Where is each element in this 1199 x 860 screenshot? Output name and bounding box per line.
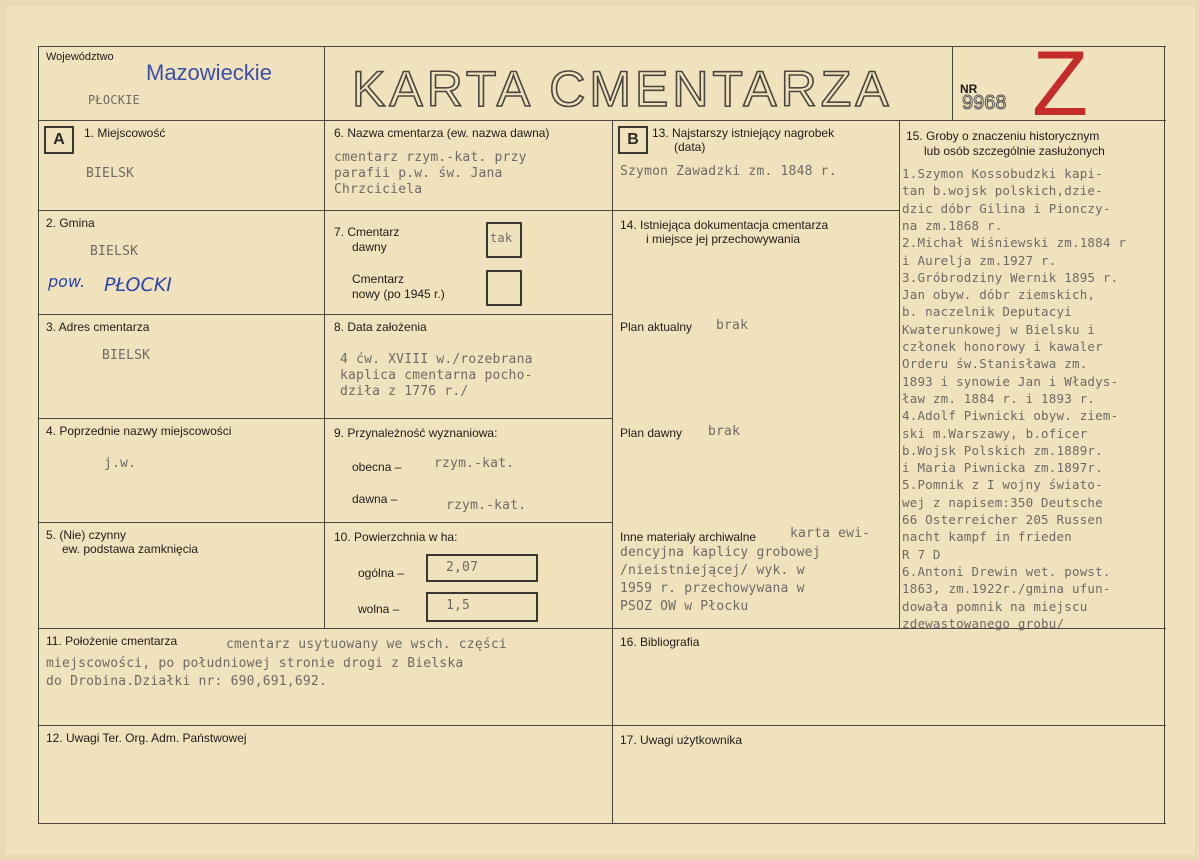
- field-17-label: 17. Uwagi użytkownika: [620, 733, 743, 747]
- historic-grave-line: R 7 D: [902, 546, 941, 562]
- field-7-nowy-sublabel: nowy (po 1945 r.): [352, 287, 445, 301]
- field-10-wolna-value: 1,5: [446, 598, 471, 613]
- historic-grave-line: 5.Pomnik z I wojny świato-: [902, 477, 1103, 493]
- field-15-label: 15. Groby o znaczeniu historycznym: [906, 129, 1100, 143]
- field-1-label: 1. Miejscowość: [84, 126, 166, 140]
- field-7-dawny-label: dawny: [352, 240, 387, 254]
- historic-grave-line: i Maria Piwnicka zm.1897r.: [902, 460, 1103, 476]
- inne-materialy-line-4: PSOZ OW w Płocku: [620, 599, 749, 614]
- field-16-label: 16. Bibliografia: [620, 635, 700, 649]
- field-14-label: 14. Istniejąca dokumentacja cmentarza: [620, 218, 829, 232]
- plan-aktualny-label: Plan aktualny: [620, 320, 693, 334]
- section-a-marker: A: [44, 126, 74, 154]
- field-2-value: BIELSK: [90, 244, 139, 259]
- field-6-line-1: cmentarz rzym.-kat. przy: [334, 150, 527, 165]
- historic-grave-line: 1893 i synowie Jan i Władys-: [902, 373, 1119, 389]
- field-3-label: 3. Adres cmentarza: [46, 320, 150, 334]
- historic-grave-line: Orderu św.Stanisława zm.: [902, 356, 1088, 372]
- inne-materialy-line-1: dencyjna kaplicy grobowej: [620, 545, 821, 560]
- historic-grave-line: 3.Gróbrodziny Wernik 1895 r.: [902, 269, 1119, 285]
- historic-grave-line: dowała pomnik na miejscu: [902, 598, 1088, 614]
- field-11-line-1: cmentarz usytuowany we wsch. części: [226, 637, 507, 652]
- inne-materialy-line-2: /nieistniejącej/ wyk. w: [620, 563, 805, 578]
- historic-grave-line: 66 Osterreicher 205 Russen: [902, 512, 1103, 527]
- field-6-label: 6. Nazwa cmentarza (ew. nazwa dawna): [334, 126, 550, 140]
- historic-grave-line: ski m.Warszawy, b.oficer: [902, 425, 1088, 441]
- inne-materialy-first: karta ewi-: [790, 526, 871, 541]
- historic-grave-line: 1.Szymon Kossobudzki kapi-: [902, 166, 1103, 181]
- nr-value: 9968: [962, 92, 1007, 114]
- field-2-label: 2. Gmina: [46, 216, 95, 230]
- field-8-line-1: 4 ćw. XVIII w./rozebrana: [340, 352, 533, 367]
- field-14-sublabel: i miejsce jej przechowywania: [646, 232, 801, 246]
- field-10-ogolna-box: [426, 554, 538, 582]
- wojewodztwo-label: Województwo: [46, 51, 114, 63]
- field-13-label: 13. Najstarszy istniejący nagrobek: [652, 126, 835, 140]
- field-10-ogolna-label: ogólna –: [358, 566, 405, 580]
- field-5-sublabel: ew. podstawa zamknięcia: [62, 542, 199, 556]
- plan-dawny-value: brak: [708, 424, 741, 439]
- field-11-line-3: do Drobina.Działki nr: 690,691,692.: [46, 674, 327, 689]
- card-title: KARTA CMENTARZA: [352, 61, 893, 117]
- checkbox-nowy: [486, 270, 522, 306]
- field-5-label: 5. (Nie) czynny: [46, 528, 127, 542]
- field-11-label: 11. Położenie cmentarza: [46, 634, 178, 648]
- field-10-wolna-label: wolna –: [358, 602, 400, 616]
- field-10-label: 10. Powierzchnia w ha:: [334, 530, 458, 544]
- field-11-line-2: miejscowości, po południowej stronie drogi z Bielska: [46, 656, 464, 671]
- historic-grave-line: na zm.1868 r.: [902, 217, 1003, 233]
- historic-grave-line: wej z napisem:350 Deutsche: [902, 494, 1103, 510]
- field-13-sublabel: (data): [674, 140, 706, 154]
- field-10-ogolna-value: 2,07: [446, 560, 479, 575]
- field-8-line-3: dziła z 1776 r./: [340, 384, 469, 399]
- stamp-letter-z: Z: [1032, 33, 1089, 135]
- historic-grave-line: Kwaterunkowej w Bielsku i: [902, 321, 1096, 337]
- inne-materialy-label: Inne materiały archiwalne: [620, 530, 757, 544]
- field-15-sublabel: lub osób szczególnie zasłużonych: [924, 144, 1105, 158]
- field-4-label: 4. Poprzednie nazwy miejscowości: [46, 424, 232, 438]
- wojewodztwo-value: Mazowieckie: [146, 60, 272, 85]
- historic-grave-line: b.Wojsk Polskich zm.1889r.: [902, 442, 1103, 458]
- historic-grave-line: i Aurelja zm.1927 r.: [902, 252, 1057, 268]
- historic-grave-line: zdewastowanego grobu/: [902, 615, 1065, 631]
- field-7-label: 7. Cmentarz: [334, 225, 400, 239]
- plan-aktualny-value: brak: [716, 318, 749, 333]
- field-9-label: 9. Przynależność wyznaniowa:: [334, 426, 498, 440]
- historic-grave-line: 1863, zm.1922r./gmina ufun-: [902, 581, 1111, 597]
- field-12-label: 12. Uwagi Ter. Org. Adm. Państwowej: [46, 731, 247, 745]
- field-4-value: j.w.: [104, 456, 137, 471]
- field-7-nowy-label: Cmentarz: [352, 272, 405, 286]
- field-1-value: BIELSK: [86, 166, 135, 181]
- historic-grave-line: 4.Adolf Piwnicki obyw. ziem-: [902, 408, 1119, 424]
- field-9-obecna-label: obecna –: [352, 460, 402, 474]
- field-6-line-3: Chrzciciela: [334, 182, 423, 197]
- powiat-value: PŁOCKI: [104, 274, 172, 296]
- field-10-wolna-box: [426, 592, 538, 622]
- plan-dawny-label: Plan dawny: [620, 426, 683, 440]
- historic-grave-line: ław zm. 1884 r. i 1893 r.: [902, 390, 1096, 406]
- historic-grave-line: 2.Michał Wiśniewski zm.1884 r: [902, 235, 1127, 251]
- field-8-line-2: kaplica cmentarna pocho-: [340, 368, 533, 383]
- checkbox-dawny: [486, 222, 522, 258]
- historic-grave-line: dzic dóbr Gilina i Pionczy-: [902, 200, 1111, 216]
- old-wojewodztwo: PŁOCKIE: [88, 93, 140, 107]
- historic-grave-line: b. naczelnik Deputacyi: [902, 304, 1072, 320]
- powiat-label: pow.: [48, 272, 86, 291]
- historic-grave-line: Jan obyw. dóbr ziemskich,: [902, 287, 1096, 303]
- checkbox-dawny-value: tak: [490, 231, 513, 245]
- field-9-dawna-value: rzym.-kat.: [446, 498, 527, 513]
- inne-materialy-line-3: 1959 r. przechowywana w: [620, 581, 805, 596]
- historic-grave-line: nacht kampf in frieden: [902, 529, 1072, 545]
- field-9-dawna-label: dawna –: [352, 492, 398, 506]
- field-6-line-2: parafii p.w. św. Jana: [334, 166, 503, 181]
- field-9-obecna-value: rzym.-kat.: [434, 456, 515, 471]
- historic-grave-line: 6.Antoni Drewin wet. powst.: [902, 563, 1111, 579]
- historic-grave-line: tan b.wojsk polskich,dzie-: [902, 183, 1103, 199]
- section-b-marker: B: [618, 126, 648, 154]
- field-13-value: Szymon Zawadzki zm. 1848 r.: [620, 164, 837, 179]
- field-8-label: 8. Data założenia: [334, 320, 427, 334]
- historic-grave-line: członek honorowy i kawaler: [902, 339, 1103, 354]
- nr-label: NR: [960, 82, 978, 96]
- field-3-value: BIELSK: [102, 348, 151, 363]
